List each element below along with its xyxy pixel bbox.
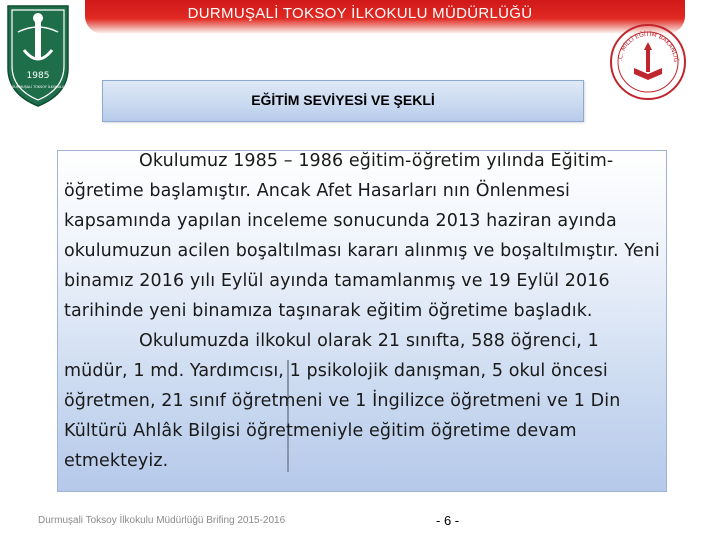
ministry-logo xyxy=(608,22,688,102)
body-paragraph-1: Okulumuz 1985 – 1986 eğitim-öğretim yılında Eğitim-öğretime başlamıştır. Ancak Afet Hasarları nın Önlenmesi kapsamında yapılan inceleme sonucunda 2013 haziran ayında okulumuzun acilen boşaltılması kararı alınmış ve boşaltılmıştır. Yeni binamız 2016 yılı Eylül ayında tamamlanmış ve 19 Eylül 2016 tarihinde yeni binamıza taşınarak eğitim öğretime başladık. xyxy=(64,151,660,321)
school-logo-text: DURMUŞALİ TOKSOY İLKOKULU xyxy=(11,85,65,89)
footer-text: Durmuşali Toksoy İlkokulu Müdürlüğü Brifing 2015-2016 xyxy=(38,515,286,526)
body-paragraph-2: Okulumuzda ilkokul olarak 21 sınıfta, 588 öğrenci, 1 müdür, 1 md. Yardımcısı, 1 psikolojik danışman, 5 okul öncesi öğretmen, 21 sınıf öğretmeni ve 1 İngilizce öğretmeni ve 1 Din Kültürü Ahlâk Bilgisi öğretmeniyle eğitim öğretime devam etmekteyiz. xyxy=(64,331,621,471)
svg-text:T.C. MİLLİ EĞİTİM BAKANLIĞI xyxy=(608,22,679,63)
page-number: - 6 - xyxy=(436,513,460,528)
ministry-logo-text: .C. MİLLİ EĞİTİM BAKANLIĞ xyxy=(617,30,680,63)
body-text xyxy=(64,146,664,476)
section-title: EĞİTİM SEVİYESİ VE ŞEKLİ xyxy=(251,92,435,108)
school-logo-year: 1985 xyxy=(26,71,50,81)
header-title: DURMUŞALİ TOKSOY İLKOKULU MÜDÜRLÜĞÜ xyxy=(187,5,533,22)
section-title-box xyxy=(102,80,584,122)
school-logo xyxy=(4,2,72,110)
